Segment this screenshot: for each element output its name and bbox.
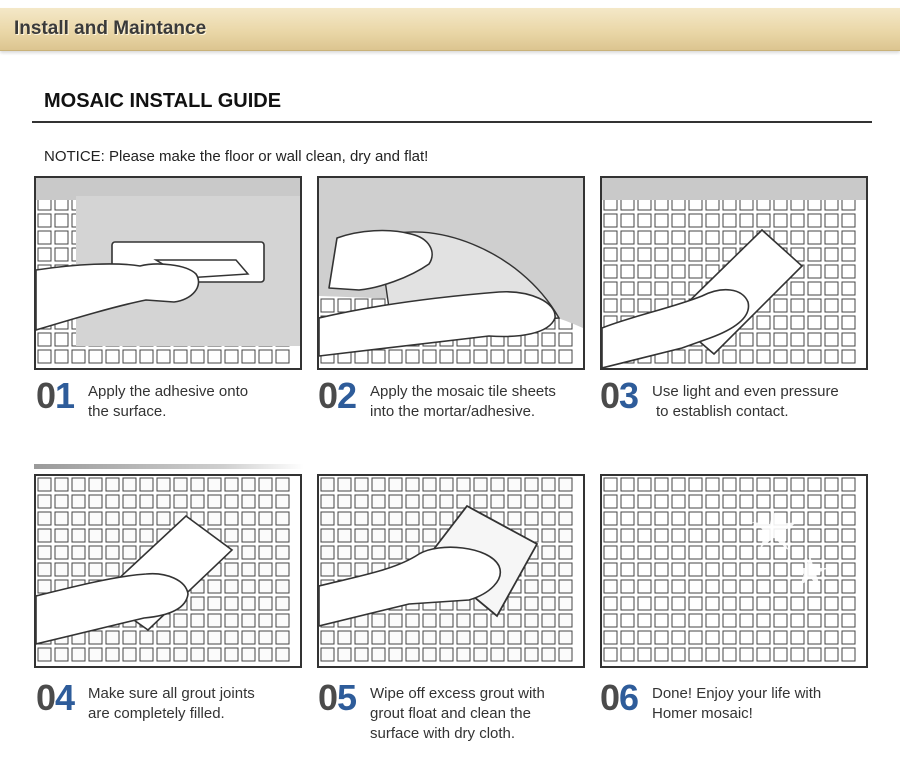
step-1 bbox=[36, 375, 316, 446]
step-description: Use light and even pressure to establish contact. bbox=[652, 383, 839, 420]
step-1-illustration bbox=[34, 176, 302, 370]
step-5 bbox=[318, 677, 598, 748]
step-number: 03 bbox=[600, 375, 639, 416]
step-number: 01 bbox=[36, 375, 75, 416]
step-6 bbox=[600, 677, 880, 748]
step-description: Apply the mosaic tile sheets into the mortar/adhesive. bbox=[370, 383, 556, 420]
step-4-illustration bbox=[34, 474, 302, 668]
row-divider bbox=[34, 464, 304, 469]
step-description: Apply the adhesive onto the surface. bbox=[88, 383, 249, 420]
guide-title: MOSAIC INSTALL GUIDE bbox=[44, 90, 282, 112]
step-2-illustration bbox=[317, 176, 585, 370]
section-banner bbox=[0, 8, 900, 51]
banner-title: Install and Maintance bbox=[14, 18, 207, 39]
step-description: Wipe off excess grout with grout float and clean the surface with dry cloth. bbox=[370, 685, 545, 742]
step-number: 05 bbox=[318, 677, 357, 718]
step-2 bbox=[318, 375, 598, 446]
step-4 bbox=[36, 677, 316, 748]
step-3-illustration bbox=[600, 176, 868, 370]
step-description: Done! Enjoy your life with Homer mosaic! bbox=[652, 685, 822, 722]
step-description: Make sure all grout joints are completely filled. bbox=[88, 685, 255, 722]
step-number: 04 bbox=[36, 677, 75, 718]
step-5-illustration bbox=[317, 474, 585, 668]
step-number: 02 bbox=[318, 375, 357, 416]
step-3 bbox=[600, 375, 880, 446]
notice-text: NOTICE: Please make the floor or wall clean, dry and flat! bbox=[44, 148, 429, 165]
step-number: 06 bbox=[600, 677, 639, 718]
title-divider bbox=[32, 121, 872, 123]
step-6-illustration bbox=[600, 474, 868, 668]
